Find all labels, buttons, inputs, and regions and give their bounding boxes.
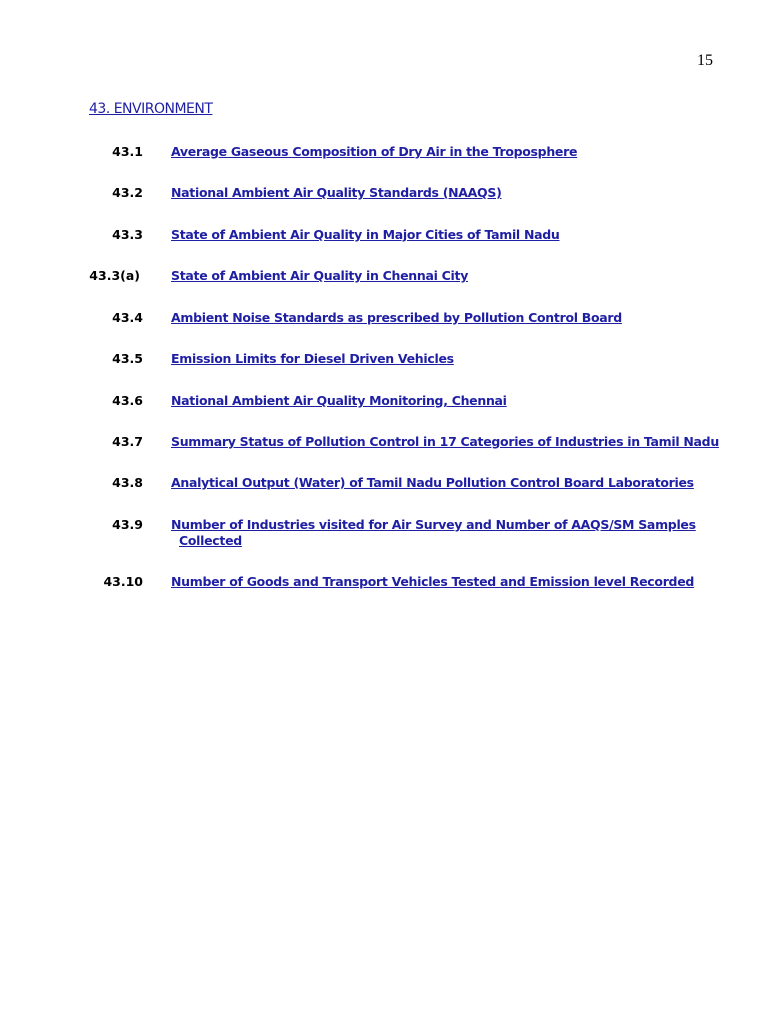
toc-entry-number: 43.9 bbox=[112, 517, 143, 532]
toc-entry-link[interactable]: National Ambient Air Quality Standards (NAAQS) bbox=[171, 185, 502, 200]
toc-entry-number: 43.8 bbox=[112, 475, 143, 490]
toc-entry-link-continuation[interactable]: Collected bbox=[179, 533, 242, 548]
toc-entry-link[interactable]: Ambient Noise Standards as prescribed by Pollution Control Board bbox=[171, 310, 622, 325]
toc-entry-link[interactable]: National Ambient Air Quality Monitoring, Chennai bbox=[171, 393, 507, 408]
toc-entry-number: 43.5 bbox=[112, 351, 143, 366]
toc-entry-number: 43.7 bbox=[112, 434, 143, 449]
toc-entry-number: 43.4 bbox=[112, 310, 143, 325]
page-number: 15 bbox=[697, 52, 713, 69]
toc-entry-link[interactable]: Number of Industries visited for Air Survey and Number of AAQS/SM Samples bbox=[171, 517, 696, 532]
toc-entry-number: 43.2 bbox=[112, 185, 143, 200]
toc-entry-number: 43.3 bbox=[112, 227, 143, 242]
toc-entry-number: 43.1 bbox=[112, 144, 143, 159]
toc-entry-link[interactable]: Average Gaseous Composition of Dry Air in the Troposphere bbox=[171, 144, 578, 159]
toc-entry-link[interactable]: State of Ambient Air Quality in Major Cities of Tamil Nadu bbox=[171, 227, 560, 242]
section-heading-link[interactable]: 43. ENVIRONMENT bbox=[89, 101, 213, 117]
toc-entry-number: 43.10 bbox=[103, 574, 143, 589]
toc-entry-number: 43.6 bbox=[112, 393, 143, 408]
toc-entry-link[interactable]: Analytical Output (Water) of Tamil Nadu Pollution Control Board Laboratories bbox=[171, 475, 694, 490]
toc-entry-link[interactable]: State of Ambient Air Quality in Chennai City bbox=[171, 268, 469, 283]
toc-entry-link[interactable]: Emission Limits for Diesel Driven Vehicles bbox=[171, 351, 454, 366]
toc-entry-link[interactable]: Summary Status of Pollution Control in 17 Categories of Industries in Tamil Nadu bbox=[171, 434, 719, 449]
toc-entry-number: 43.3(a) bbox=[89, 268, 140, 283]
toc-entry-link[interactable]: Number of Goods and Transport Vehicles Tested and Emission level Recorded bbox=[171, 574, 695, 589]
